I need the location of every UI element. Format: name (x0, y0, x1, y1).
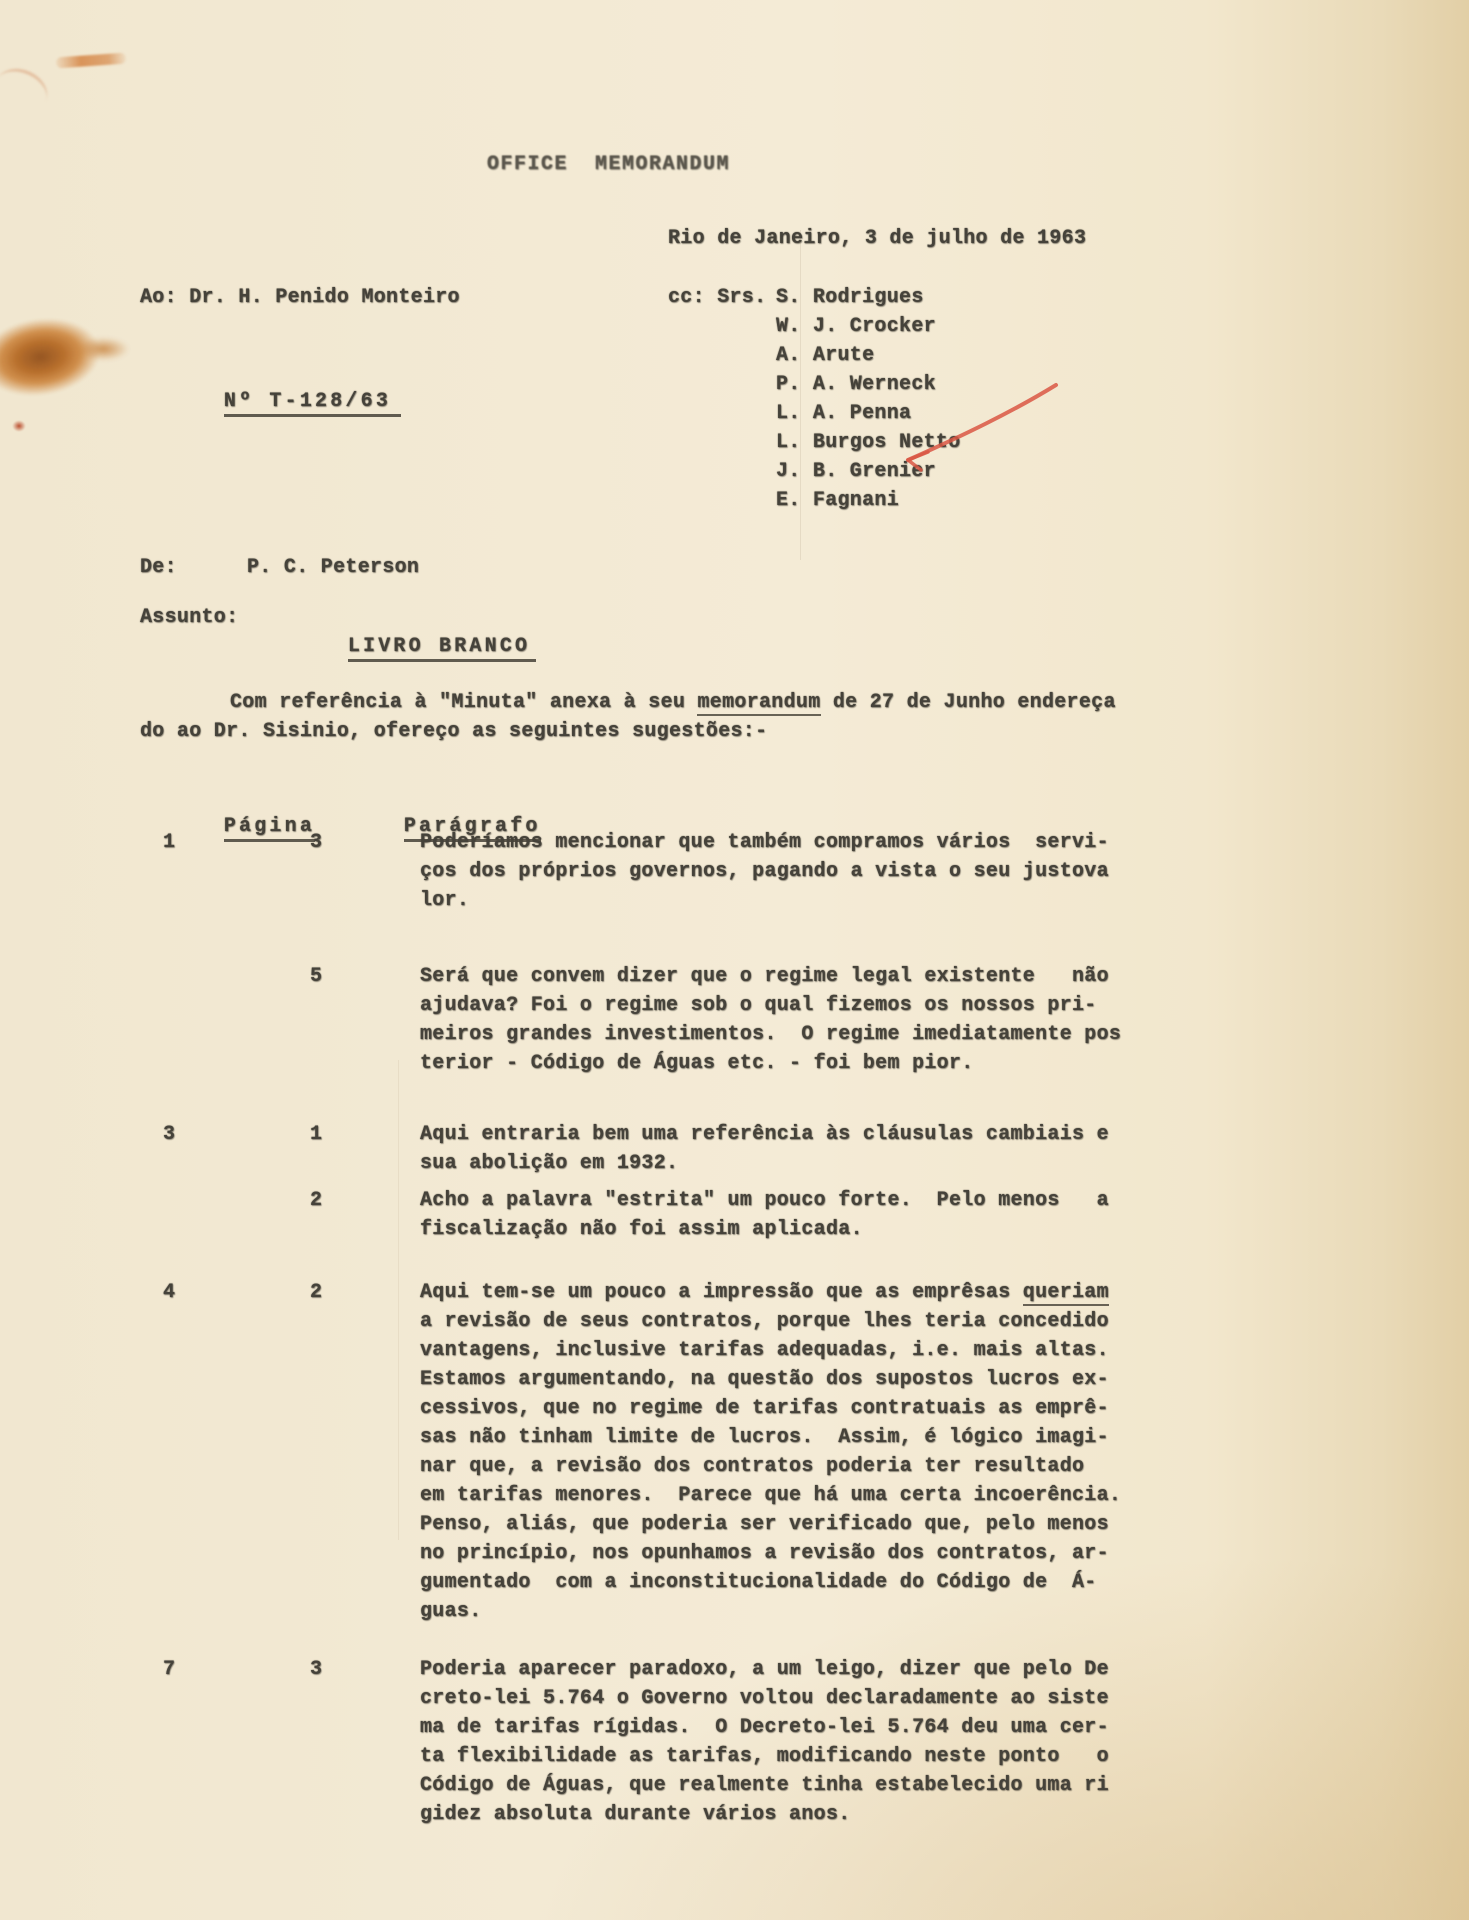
stain-red-dot (12, 420, 26, 432)
entry-text-line-text: Será que convem dizer que o regime legal existente não (420, 965, 1109, 988)
entry-text-line-text: sas não tinham limite de lucros. Assim, é lógico imagi- (420, 1426, 1109, 1449)
reference-number: Nº T-128/63 (224, 390, 401, 417)
entry-text-line-text: Código de Águas, que realmente tinha estabelecido uma ri (420, 1774, 1109, 1797)
entry-text-line (420, 1655, 1190, 1684)
entry-text-line-text: Aqui entraria bem uma referência às cláusulas cambiais e (420, 1123, 1109, 1146)
entry-text (420, 1278, 1190, 1626)
cc-name: P. A. Werneck (776, 373, 936, 396)
entry-text-line-text: fiscalização não foi assim aplicada. (420, 1218, 863, 1241)
entry-text-line (420, 962, 1190, 991)
subject-label: Assunto: (140, 606, 239, 629)
entry-text-line-text: ços dos próprios governos, pagando a vista o seu justova (420, 860, 1109, 883)
entry-text-line (420, 1771, 1190, 1800)
to-name: Dr. H. Penido Monteiro (189, 286, 460, 309)
entry-text-line (420, 1278, 1190, 1307)
entry-text (420, 962, 1190, 1078)
entry-text-line-text: Acho a palavra "estrita" um pouco forte. Pelo menos a (420, 1189, 1109, 1212)
entry-text-line (420, 1394, 1190, 1423)
entry-paragraph-number: 3 (310, 831, 323, 854)
to-line (140, 283, 460, 312)
cc-name: W. J. Crocker (776, 315, 936, 338)
entry-text-line (420, 1713, 1190, 1742)
entry-text (420, 828, 1190, 915)
stain-orange-wisp (0, 61, 54, 122)
cc-name: L. Burgos Netto (776, 431, 961, 454)
entry-text-line-text: Aqui tem-se um pouco a impressão que as emprêsas (420, 1281, 1023, 1304)
cc-name: J. B. Grenier (776, 460, 936, 483)
entry-text-line (420, 828, 1190, 857)
entry-text-line-text: Poderíamos mencionar que também compramos vários servi- (420, 831, 1109, 854)
entry-text-line (420, 1452, 1190, 1481)
entry-page-number: 4 (163, 1281, 176, 1304)
memo-date: Rio de Janeiro, 3 de julho de 1963 (668, 227, 1087, 250)
from-name: P. C. Peterson (247, 556, 420, 579)
intro-line-1 (230, 688, 1116, 717)
intro-line-text: de 27 de Junho endereça (820, 691, 1116, 714)
cc-name: E. Fagnani (776, 489, 900, 512)
entry-text-line (420, 1020, 1190, 1049)
entry-text-line-text: vantagens, inclusive tarifas adequadas, i.e. mais altas. (420, 1339, 1109, 1362)
entry-text (420, 1655, 1190, 1829)
entry-text-line-text: creto-lei 5.764 o Governo voltou declaradamente ao siste (420, 1687, 1109, 1710)
entry-text-line-text: guas. (420, 1600, 482, 1623)
entry-text-line (420, 1539, 1190, 1568)
entry-text-line (420, 1186, 1190, 1215)
entry-text-line-underlined: queriam (1022, 1281, 1109, 1304)
entry-text-line (420, 1307, 1190, 1336)
paper-crease (398, 1060, 399, 1540)
entry-text-line (420, 1120, 1190, 1149)
intro-line-text: do ao Dr. Sisinio, ofereço as seguintes sugestões:- (140, 720, 768, 743)
cc-name: A. Arute (776, 344, 875, 367)
stain-rust-blob-halo (74, 336, 132, 362)
entry-paragraph-number: 3 (310, 1658, 323, 1681)
cc-label: cc: Srs. (668, 286, 767, 309)
intro-line-underlined: memorandum (697, 691, 821, 714)
entry-page-number: 7 (163, 1658, 176, 1681)
column-header-paragraph: Parágrafo (404, 815, 541, 842)
entry-text-line (420, 1049, 1190, 1078)
intro-line (140, 717, 767, 746)
entry-text-line-text: nar que, a revisão dos contratos poderia ter resultado (420, 1455, 1085, 1478)
entry-text-line-text: em tarifas menores. Parece que há uma certa incoerência. (420, 1484, 1122, 1507)
entry-text-line-text: no princípio, nos opunhamos a revisão dos contratos, ar- (420, 1542, 1109, 1565)
intro-line-text: Com referência à "Minuta" anexa à seu (230, 691, 698, 714)
entry-text-line-text: Penso, aliás, que poderia ser verificado que, pelo menos (420, 1513, 1109, 1536)
entry-text-line-text: sua abolição em 1932. (420, 1152, 679, 1175)
entry-text-line (420, 1149, 1190, 1178)
intro-line-2 (140, 717, 767, 746)
to-label: Ao: (140, 286, 177, 309)
cc-list (776, 283, 961, 515)
entry-paragraph-number: 2 (310, 1281, 323, 1304)
stain-orange-dash (56, 53, 127, 69)
entry-text (420, 1120, 1190, 1178)
entry-text-line-text: terior - Código de Águas etc. - foi bem pior. (420, 1052, 974, 1075)
to-spacer (177, 286, 189, 309)
entry-text-line (420, 1336, 1190, 1365)
entry-text-line-text: ta flexibilidade as tarifas, modificando neste ponto o (420, 1745, 1109, 1768)
entry-text-line (420, 1742, 1190, 1771)
entry-text-line-text: meiros grandes investimentos. O regime imediatamente pos (420, 1023, 1122, 1046)
entry-text-line (420, 857, 1190, 886)
entry-text-line-text: ajudava? Foi o regime sob o qual fizemos os nossos pri- (420, 994, 1097, 1017)
entry-text-line-text: cessivos, que no regime de tarifas contratuais as emprê- (420, 1397, 1109, 1420)
entry-text-line (420, 1684, 1190, 1713)
entry-paragraph-number: 2 (310, 1189, 323, 1212)
column-header-page: Página (224, 815, 315, 842)
entry-text-line (420, 1423, 1190, 1452)
entry-text-line (420, 1481, 1190, 1510)
entry-text (420, 1186, 1190, 1244)
entry-text-line (420, 1568, 1190, 1597)
memo-title: OFFICE MEMORANDUM (487, 153, 731, 176)
entry-page-number: 1 (163, 831, 176, 854)
from-label: De: (140, 556, 177, 579)
entry-text-line-text: Estamos argumentando, na questão dos supostos lucros ex- (420, 1368, 1109, 1391)
entry-text-line-text: Poderia aparecer paradoxo, a um leigo, dizer que pelo De (420, 1658, 1109, 1681)
entry-text-line (420, 1800, 1190, 1829)
entry-paragraph-number: 5 (310, 965, 323, 988)
entry-text-line-text: lor. (420, 889, 470, 912)
entry-text-line (420, 1597, 1190, 1626)
cc-name: L. A. Penna (776, 402, 912, 425)
entry-text-line (420, 1365, 1190, 1394)
entry-paragraph-number: 1 (310, 1123, 323, 1146)
entry-text-line (420, 991, 1190, 1020)
entry-text-line-text: ma de tarifas rígidas. O Decreto-lei 5.764 deu uma cer- (420, 1716, 1109, 1739)
entry-text-line-text: gumentado com a inconstitucionalidade do Código de Á- (420, 1571, 1097, 1594)
entry-text-line-text: a revisão de seus contratos, porque lhes teria concedido (420, 1310, 1109, 1333)
entry-text-line (420, 886, 1190, 915)
entry-text-line (420, 1215, 1190, 1244)
entry-text-line (420, 1510, 1190, 1539)
entry-text-line-text: gidez absoluta durante vários anos. (420, 1803, 851, 1826)
cc-name: S. Rodrigues (776, 286, 924, 309)
entry-page-number: 3 (163, 1123, 176, 1146)
subject-value: LIVRO BRANCO (348, 635, 536, 662)
intro-line (230, 688, 1116, 717)
